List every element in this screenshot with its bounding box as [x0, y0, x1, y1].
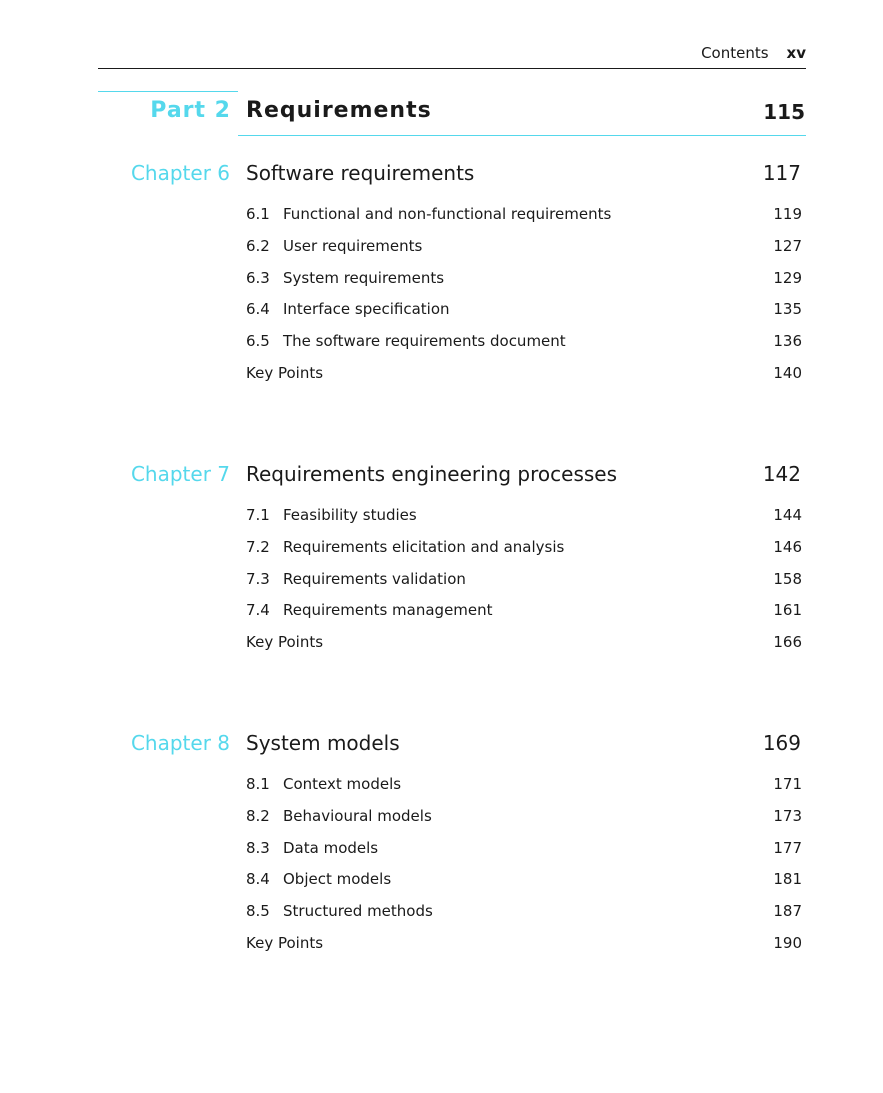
section-entry	[246, 870, 802, 902]
key-points-title: Key Points	[246, 933, 324, 952]
section-entry	[246, 269, 802, 301]
part-rule-upper	[98, 91, 238, 92]
chapter-title: Requirements engineering processes	[246, 462, 618, 486]
section-page-number: 136	[773, 332, 802, 351]
section-entry	[246, 902, 802, 934]
chapter-label: Chapter 7	[130, 462, 230, 486]
section-page-number: 173	[773, 806, 802, 825]
header-page-number: xv	[786, 44, 806, 62]
section-list	[246, 775, 802, 966]
chapter-label: Chapter 8	[130, 731, 230, 755]
section-number: 7.3	[246, 569, 270, 588]
section-title: Feasibility studies	[283, 506, 417, 524]
key-points-entry	[246, 934, 802, 966]
section-entry	[246, 807, 802, 839]
chapter-page-number: 142	[762, 462, 801, 486]
section-title: Requirements elicitation and analysis	[283, 537, 565, 556]
section-title: User requirements	[283, 236, 423, 255]
section-page-number: 171	[773, 775, 802, 793]
section-title: Data models	[283, 838, 379, 857]
section-number: 6.2	[246, 236, 270, 255]
key-points-page-number: 140	[773, 363, 802, 382]
section-number: 8.1	[246, 775, 270, 793]
section-page-number: 161	[773, 601, 802, 620]
section-title: The software requirements document	[283, 332, 566, 351]
section-entry	[246, 570, 802, 602]
section-number: 6.4	[246, 300, 270, 319]
section-number: 8.4	[246, 870, 270, 889]
chapter-page-number: 169	[762, 731, 801, 755]
section-number: 8.3	[246, 838, 270, 857]
section-entry	[246, 601, 802, 633]
section-page-number: 158	[773, 569, 802, 588]
section-entry	[246, 205, 802, 237]
section-number: 6.5	[246, 332, 270, 351]
key-points-entry	[246, 633, 802, 665]
section-page-number: 181	[773, 870, 802, 889]
section-page-number: 127	[773, 236, 802, 255]
key-points-title: Key Points	[246, 633, 324, 652]
section-title: System requirements	[283, 268, 445, 287]
key-points-entry	[246, 364, 802, 396]
section-number: 6.3	[246, 268, 270, 287]
part-label: Part 2	[150, 98, 231, 123]
section-entry	[246, 839, 802, 871]
running-header	[98, 44, 806, 64]
section-page-number: 187	[773, 902, 802, 921]
section-title: Functional and non-functional requirements	[283, 205, 612, 223]
section-title: Requirements management	[283, 601, 493, 620]
section-page-number: 144	[773, 506, 802, 524]
section-entry	[246, 506, 802, 538]
section-entry	[246, 538, 802, 570]
key-points-title: Key Points	[246, 363, 324, 382]
header-rule	[98, 68, 806, 69]
chapter-page-number: 117	[762, 161, 801, 185]
section-page-number: 129	[773, 268, 802, 287]
chapter-label: Chapter 6	[130, 161, 230, 185]
section-number: 7.2	[246, 537, 270, 556]
section-title: Interface specification	[283, 300, 450, 319]
section-title: Structured methods	[283, 902, 433, 921]
section-page-number: 135	[773, 300, 802, 319]
chapter-title: Software requirements	[246, 161, 475, 185]
section-page-number: 146	[773, 537, 802, 556]
part-page-number: 115	[763, 100, 805, 124]
section-entry	[246, 300, 802, 332]
part-rule-lower	[238, 135, 806, 136]
section-number: 7.1	[246, 506, 270, 524]
section-number: 8.5	[246, 902, 270, 921]
section-number: 8.2	[246, 806, 270, 825]
section-title: Context models	[283, 775, 402, 793]
part-title: Requirements	[246, 98, 432, 123]
section-entry	[246, 332, 802, 364]
section-entry	[246, 237, 802, 269]
section-number: 7.4	[246, 601, 270, 620]
key-points-page-number: 190	[773, 933, 802, 952]
header-label: Contents	[701, 44, 769, 62]
chapter-title: System models	[246, 731, 400, 755]
section-title: Requirements validation	[283, 569, 466, 588]
section-title: Behavioural models	[283, 806, 432, 825]
section-list	[246, 506, 802, 665]
section-entry	[246, 775, 802, 807]
key-points-page-number: 166	[773, 633, 802, 652]
section-title: Object models	[283, 870, 392, 889]
section-list	[246, 205, 802, 396]
section-page-number: 119	[773, 205, 802, 223]
section-page-number: 177	[773, 838, 802, 857]
section-number: 6.1	[246, 205, 270, 223]
